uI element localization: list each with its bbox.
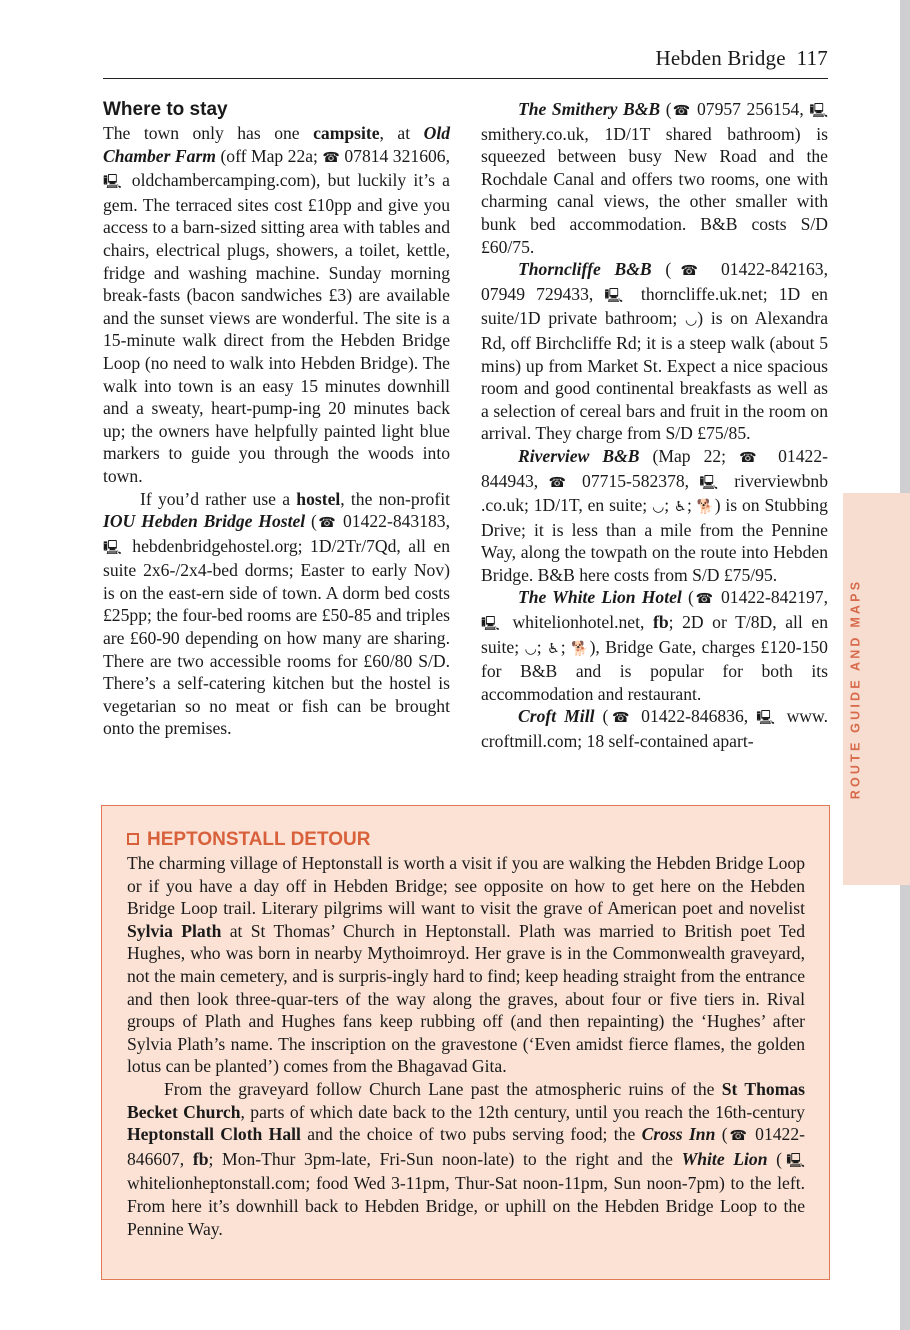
text: hebdenbridgehostel.org; 1D/2Tr/7Qd, all en suite 2x6-/2x4-bed dorms; Easter to early Nov) is on the east-ern side of town. A dorm bed costs £25pp; the four-bed rooms are £50-85 and triples are £60-90 depending on how many are sharing. There are two accessible rooms for £60/80 S/D. There’s a self-catering kitchen but the hostel is vegetarian so no meat or fish can be brought onto the premises. (103, 535, 450, 739)
computer-icon: 🖳 (699, 474, 724, 491)
running-header (103, 44, 828, 79)
computer-icon: 🖳 (604, 287, 630, 304)
white-lion-paragraph (481, 586, 828, 705)
text: at St Thomas’ Church in Heptonstall. Plath was married to British poet Ted Hughes, who was born in nearby Mythoimroyd. Her grave is in the Commonwealth graveyard, not the main cemetery, and is surpris-ingly hard to find; keep heading straight from the entrance and then look three-quar-ters of the way along the graves, about four or five tiers in. Rival groups of Plath and Hughes fans keep rubbing off (and then repainting) the ‘Hughes’ after Sylvia Plath’s name. The inscription on the gravestone (‘Even amidst fierce flames, the golden lotus can be planted’) comes from the Bhagavad Gita. (127, 920, 805, 1077)
telephone-icon: ☎ (671, 263, 708, 280)
riverview-paragraph (481, 445, 828, 587)
box-paragraph-1 (127, 852, 805, 1078)
text: ), Bridge Gate, charges £120-150 for B&B and is popular for both its accommodation and restaurant. (481, 636, 828, 704)
checkbox-square-icon (127, 833, 139, 845)
text: ( (594, 706, 609, 727)
telephone-icon: ☎ (322, 149, 340, 166)
church-name: St Thomas Becket Church (127, 1078, 806, 1122)
text: ; Mon-Thur 3pm-late, Fri-Sun noon-late) to the right and the (208, 1148, 682, 1169)
venue-name: Riverview B&B (518, 445, 640, 466)
venue-name: The White Lion Hotel (518, 587, 682, 608)
text: ) is on Alexandra Rd, off Birchcliffe Rd; it is a steep walk (about 5 mins) up from Market St. Expect a nice spacious room and good continental breakfasts as well as a selection of cereal bars and fruit in the room on arrival. They charge from S/D £75/85. (481, 308, 829, 444)
text: ( (651, 259, 672, 280)
text: ; (536, 636, 548, 657)
box-title-text: HEPTONSTALL DETOUR (147, 829, 371, 850)
hostel-term: hostel (296, 488, 341, 509)
telephone-icon: ☎ (548, 474, 572, 491)
text: 01422-846836, (633, 706, 757, 727)
heptonstall-detour-box (101, 805, 830, 1280)
pub-name: White Lion (681, 1148, 768, 1169)
bowl-icon: ◡ (652, 499, 665, 516)
text: ; 2D or T/8D, all en suite; (481, 612, 828, 657)
text: If you’d rather use a (140, 488, 297, 509)
computer-icon: 🖳 (782, 1152, 805, 1169)
text: ( (660, 99, 672, 119)
thorncliffe-paragraph (481, 258, 828, 445)
text: ( (767, 1148, 783, 1169)
campsite-term: campsite (313, 123, 380, 143)
telephone-icon: ☎ (727, 1128, 749, 1145)
text: ; (560, 636, 572, 657)
header-place: Hebden Bridge (655, 46, 786, 70)
wheelchair-icon: ♿ (674, 499, 688, 516)
text: 01422-844943, (481, 445, 828, 491)
text: 01422-842163, 07949 729433, (481, 259, 828, 304)
text: whitelionheptonstall.com; food Wed 3-11pm, Thur-Sat noon-11pm, Sun noon-7pm) to the left. From here it’s downhill back to Hebden Bridge, or uphill on the Hebden Bridge Loop to the Pennine Way. (127, 1173, 805, 1239)
telephone-icon: ☎ (671, 103, 692, 119)
text: 01422-846607, (127, 1124, 805, 1169)
text: 07715-582378, (571, 470, 700, 491)
text: The town only has one (103, 123, 314, 143)
venue-name: Croft Mill (518, 706, 595, 727)
campsite-paragraph (103, 122, 450, 488)
facebook-label: fb (192, 1148, 209, 1169)
telephone-icon: ☎ (608, 710, 634, 727)
text: , parts of which date back to the 12th century, until you reach the 16th-century (240, 1101, 805, 1122)
text: , the non-profit (340, 488, 450, 509)
venue-name: Thorncliffe B&B (518, 259, 652, 280)
side-tab-label (843, 493, 867, 885)
text: 07957 256154, (691, 99, 810, 119)
text: www. croftmill.com; 18 self-contained apart- (481, 706, 828, 752)
computer-icon: 🖳 (481, 616, 504, 633)
side-tab-text: ROUTE GUIDE AND MAPS (848, 578, 862, 800)
bowl-icon: ◡ (524, 640, 537, 657)
box-paragraph-2 (127, 1078, 805, 1240)
text: and the choice of two pubs serving food; the (300, 1124, 642, 1145)
text: 01422-843183, (337, 511, 450, 532)
person-name: Sylvia Plath (127, 920, 222, 941)
dog-icon: 🐕 (696, 499, 715, 516)
text: ) is on Stubbing Drive; it is less than a mile from the Pennine Way, along the towpath on the route into Hebden Bridge. B&B here costs from S/D £75/95. (481, 495, 828, 585)
pub-name: Cross Inn (641, 1124, 716, 1145)
text: smithery.co.uk, 1D/1T shared bathroom) is squeezed between busy New Road and the Rochdale Canal and offers two rooms, one with charming canal views, the other smaller with bunk bed accommodation. B&B costs S/D £60/75. (481, 123, 828, 257)
venue-name: IOU Hebden Bridge Hostel (103, 511, 306, 532)
wheelchair-icon: ♿ (547, 640, 561, 657)
dog-icon: 🐕 (571, 640, 590, 657)
text: (off Map 22a; (215, 145, 323, 166)
venue-name: The Smithery B&B (518, 99, 661, 119)
cloth-hall-name: Heptonstall Cloth Hall (127, 1124, 301, 1145)
section-heading: Where to stay (103, 99, 228, 120)
text: (Map 22; (639, 445, 740, 466)
text: , at (379, 123, 424, 143)
computer-icon: 🖳 (103, 174, 125, 191)
bowl-icon: ◡ (685, 312, 698, 329)
telephone-icon: ☎ (693, 591, 715, 608)
facebook-label: fb (652, 612, 669, 633)
telephone-icon: ☎ (739, 449, 766, 466)
smithery-paragraph (481, 98, 828, 258)
text: ( (715, 1124, 728, 1145)
text: The charming village of Heptonstall is worth a visit if you are walking the Hebden Bridge Loop or if you have a day off in Hebden Bridge; see opposite on how to get here on the Hebden Bridge Loop trail. Literary pilgrims will want to visit the grave of American poet and novelist (127, 853, 805, 919)
text: oldchambercamping.com), but luckily it’s a gem. The terraced sites cost £10pp and give you access to a barn-sized sitting area with tables and chairs, electrical plugs, showers, a toilet, kettle, fridge and washing machine. Sunday morning break-fasts (bacon sandwiches £3) are available and the sunset views are wonderful. The site is a 15-minute walk direct from the Hebden Bridge Loop (no need to walk into Hebden Bridge). The walk into town is an easy 15 minutes downhill and a sweaty, heart-pump-ing 20 minutes back up; the owners have helpfully painted light blue markers to guide you through the woods into town. (103, 170, 450, 486)
text: riverviewbnb .co.uk; 1D/1T, en suite; (481, 470, 828, 516)
box-content (127, 828, 805, 1240)
header-title (655, 46, 828, 71)
left-column (103, 98, 450, 740)
text: ; (687, 495, 697, 516)
text: 01422-842197, (714, 587, 828, 608)
right-column (481, 98, 828, 753)
telephone-icon: ☎ (316, 515, 338, 532)
text: ( (681, 587, 694, 608)
text: thorncliffe.uk.net; 1D en suite/1D private bathroom; (481, 283, 828, 329)
text: 07814 321606, (339, 145, 450, 166)
text: From the graveyard follow Church Lane past the atmospheric ruins of the (164, 1078, 722, 1099)
computer-icon: 🖳 (809, 103, 828, 119)
croft-mill-paragraph (481, 705, 828, 752)
page-number: 117 (796, 46, 828, 70)
computer-icon: 🖳 (103, 539, 125, 556)
text: whitelionhotel.net, (503, 612, 653, 633)
hostel-paragraph (103, 488, 450, 741)
box-title (127, 828, 805, 852)
computer-icon: 🖳 (756, 710, 779, 727)
text: ( (305, 511, 317, 532)
text: ; (664, 495, 675, 516)
venue-name: Old Chamber Farm (103, 123, 450, 166)
